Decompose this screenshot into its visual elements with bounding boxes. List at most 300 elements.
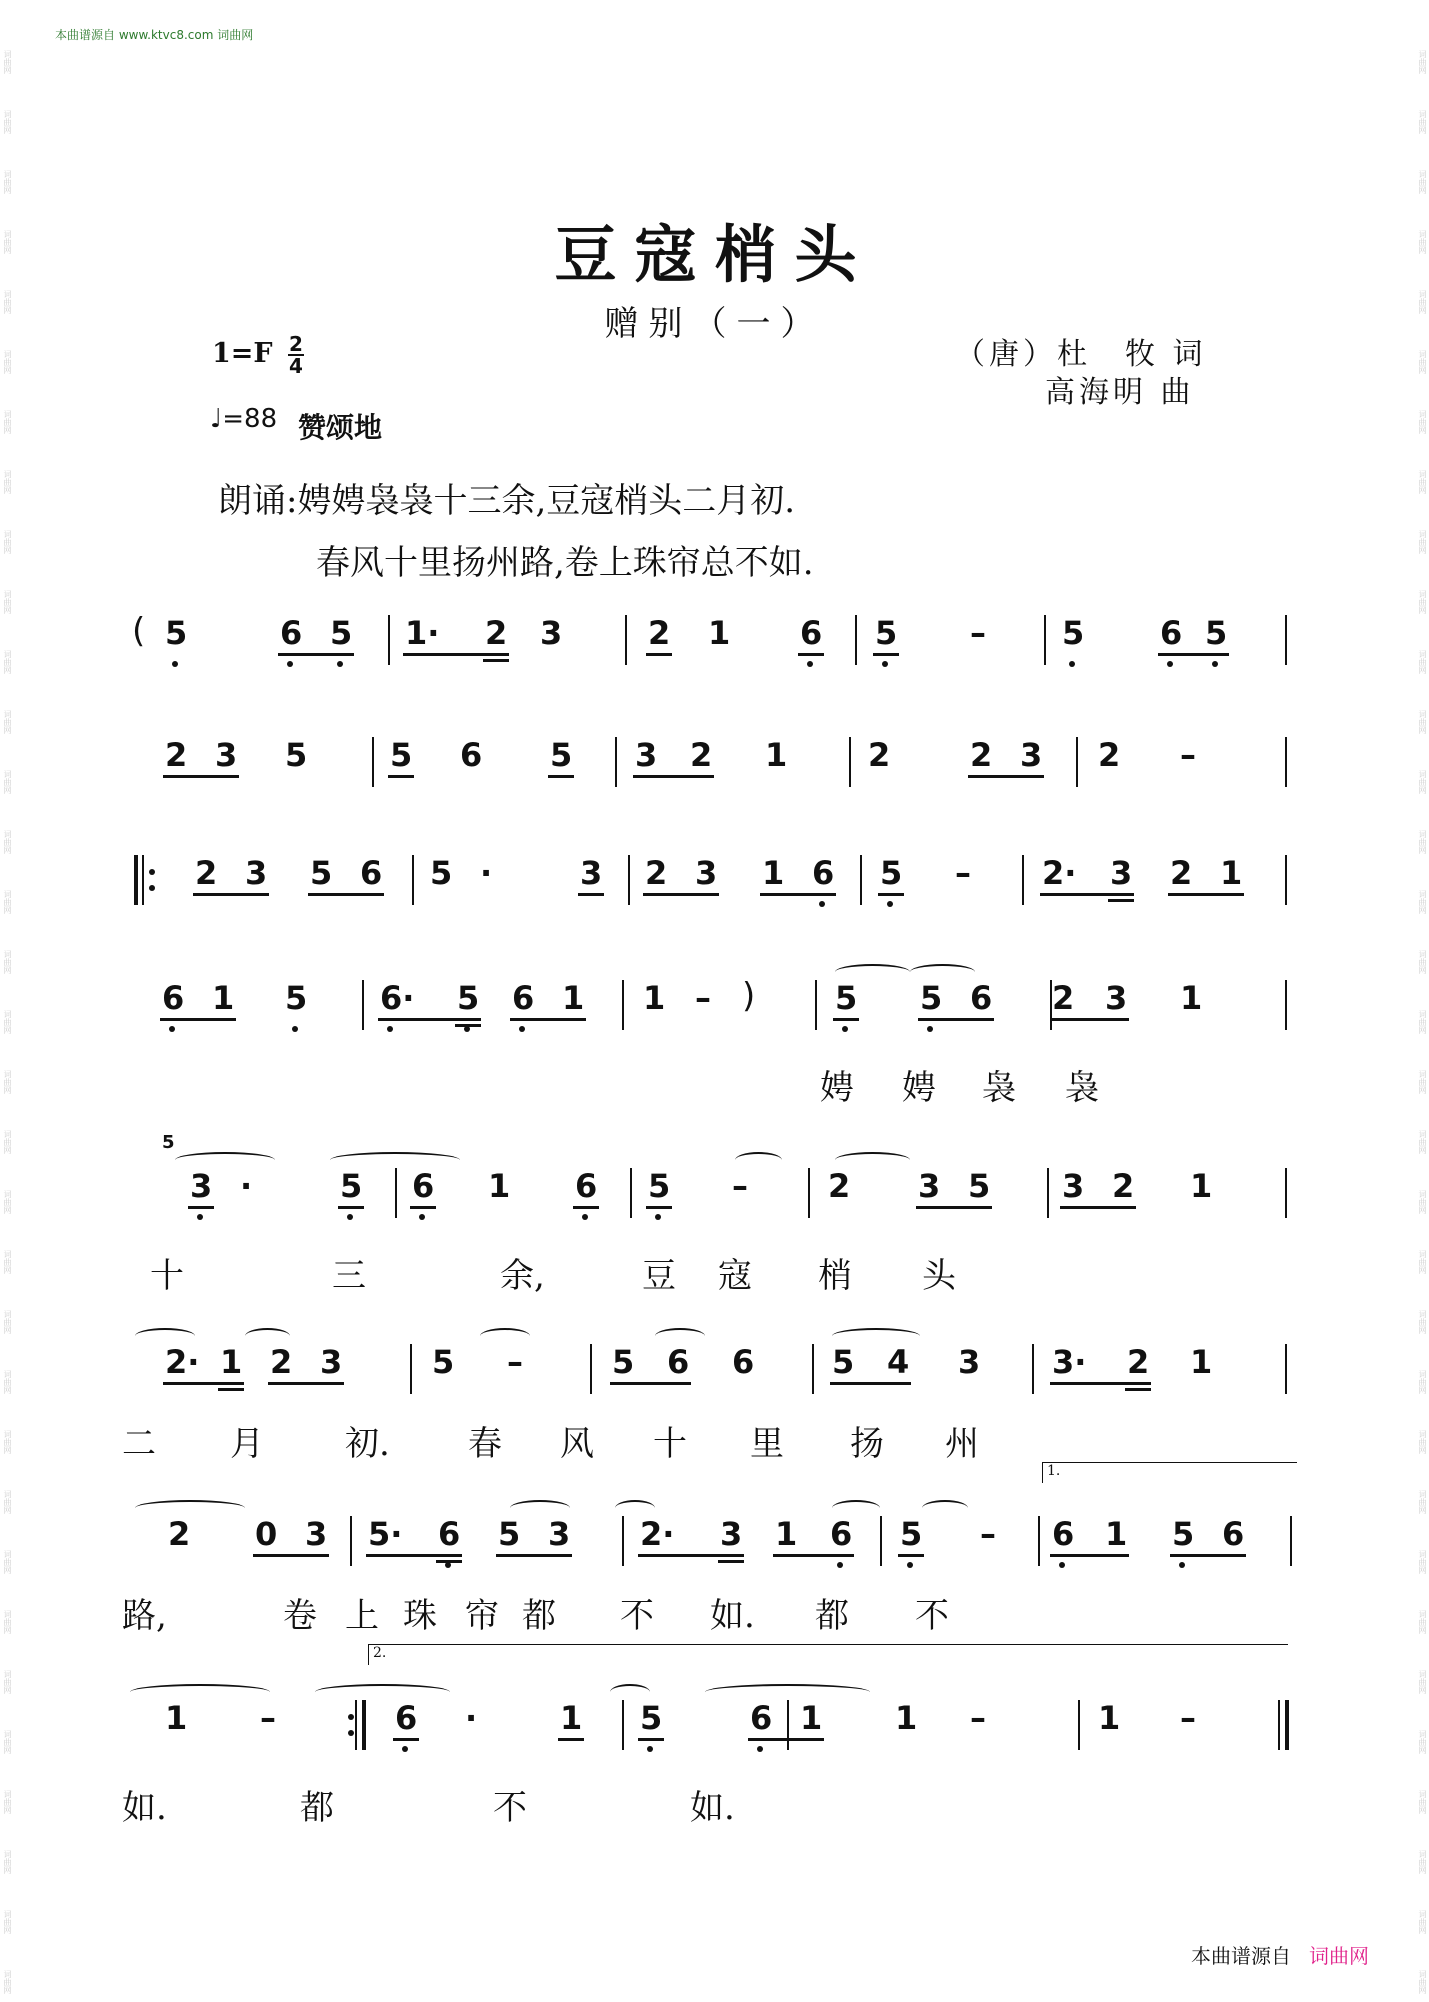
watermark-text: 词曲网 [1418, 170, 1427, 194]
watermark-text: 词曲网 [3, 890, 12, 914]
lyric: 娉 [902, 1068, 936, 1108]
song-subtitle: 赠别（一） [604, 304, 825, 344]
note: 2 [828, 1167, 851, 1205]
watermark-text: 词曲网 [3, 1490, 12, 1514]
duration-underline [578, 893, 604, 896]
watermark-text: 词曲网 [3, 1310, 12, 1334]
octave-dot-below [807, 661, 813, 667]
note: 5 [310, 854, 333, 892]
duration-underline [633, 775, 714, 778]
lyric: 都 [815, 1596, 849, 1636]
lyric: 娉 [820, 1068, 854, 1108]
watermark-text: 词曲网 [1418, 950, 1427, 974]
watermark-text: 词曲网 [3, 1010, 12, 1034]
slur [330, 1152, 460, 1168]
watermark-text: 词曲网 [3, 1550, 12, 1574]
duration-underline [1108, 899, 1134, 902]
lyric: 帘 [465, 1596, 499, 1636]
note: 5 [648, 1167, 671, 1205]
note: – [970, 614, 986, 652]
lyric: 不 [620, 1596, 654, 1636]
duration-underline [548, 775, 574, 778]
note: – [970, 1699, 986, 1737]
source-prefix: 本曲谱源自 [1191, 1944, 1291, 1968]
lyric: 余, [500, 1256, 545, 1296]
duration-underline [646, 1206, 672, 1209]
watermark-text: 词曲网 [3, 830, 12, 854]
lyric: 豆 [642, 1256, 676, 1296]
watermark-text: 词曲网 [1418, 410, 1427, 434]
lyric: 如. [122, 1788, 167, 1828]
slur [705, 1684, 870, 1700]
octave-dot-below [1069, 661, 1075, 667]
lyric: 二 [122, 1424, 156, 1464]
duration-underline [773, 1554, 854, 1557]
recitation [218, 470, 814, 594]
note: 3 [190, 1167, 213, 1205]
watermark-text: 词曲网 [1418, 1430, 1427, 1454]
duration-underline [163, 1382, 244, 1385]
note: 5 [285, 979, 308, 1017]
octave-dot-below [907, 1562, 913, 1568]
watermark-text: 词曲网 [1418, 530, 1427, 554]
note: 5 [390, 736, 413, 774]
lyric: 梢 [818, 1256, 852, 1296]
note: 1 [775, 1515, 798, 1553]
watermark-text: 词曲网 [3, 230, 12, 254]
note: 6 [280, 614, 303, 652]
score-system [150, 855, 1285, 905]
watermark-text: 词曲网 [3, 710, 12, 734]
barline [1285, 737, 1287, 787]
barline [1078, 1700, 1080, 1750]
watermark-text: 词曲网 [3, 1070, 12, 1094]
note: – [980, 1515, 996, 1553]
note: 3 [1062, 1167, 1085, 1205]
lyric: 初. [345, 1424, 390, 1464]
octave-dot-below [387, 1026, 393, 1032]
composer-credit: 高海明 曲 [1045, 375, 1195, 410]
barline [1038, 1516, 1040, 1566]
watermark-text: 词曲网 [3, 1190, 12, 1214]
barline [625, 615, 627, 665]
duration-underline [483, 659, 509, 662]
octave-dot-below [837, 1562, 843, 1568]
watermark-text: 词曲网 [3, 950, 12, 974]
lyric: 州 [945, 1424, 979, 1464]
note: 1 [1190, 1167, 1213, 1205]
note: 6 [970, 979, 993, 1017]
note: 2 [645, 854, 668, 892]
watermark-text: 词曲网 [3, 470, 12, 494]
credits [955, 336, 1207, 412]
note: 2 [1112, 1167, 1135, 1205]
barline [815, 980, 817, 1030]
octave-dot-below [882, 661, 888, 667]
barline [787, 1700, 789, 1750]
barline [395, 1168, 397, 1218]
octave-dot-below [582, 1214, 588, 1220]
lyric: 都 [300, 1788, 334, 1828]
octave-dot-below [337, 661, 343, 667]
octave-dot-below [1179, 1562, 1185, 1568]
note: 6 [812, 854, 835, 892]
note: 2 [868, 736, 891, 774]
lyric: 风 [560, 1424, 594, 1464]
note: 0 [255, 1515, 278, 1553]
note: 1 [800, 1699, 823, 1737]
lyric: 春 [468, 1424, 502, 1464]
repeat-start-bar [134, 855, 138, 905]
slur [735, 1152, 782, 1168]
slur [835, 964, 910, 980]
note: 5· [368, 1515, 403, 1553]
watermark-text: 词曲网 [1418, 110, 1427, 134]
barline [1285, 980, 1287, 1030]
barline [362, 980, 364, 1030]
barline [1285, 1344, 1287, 1394]
note: 6 [1160, 614, 1183, 652]
note: 6 [412, 1167, 435, 1205]
note: 5 [920, 979, 943, 1017]
note: 1 [488, 1167, 511, 1205]
duration-underline [898, 1554, 924, 1557]
note: 3 [1110, 854, 1133, 892]
duration-underline [193, 893, 269, 896]
barline [849, 737, 851, 787]
note: 3 [548, 1515, 571, 1553]
note: 6 [732, 1343, 755, 1381]
lyric: 卷 [283, 1596, 317, 1636]
duration-underline [1060, 1206, 1136, 1209]
duration-underline [643, 893, 719, 896]
watermark-text: 词曲网 [1418, 1910, 1427, 1934]
watermark-text: 词曲网 [1418, 1670, 1427, 1694]
duration-underline [366, 1554, 462, 1557]
watermark-text: 词曲网 [3, 650, 12, 674]
barline [355, 1700, 357, 1750]
note: 6 [162, 979, 185, 1017]
duration-underline [268, 1382, 344, 1385]
final-thin-bar [1278, 1700, 1280, 1750]
note: 3 [958, 1343, 981, 1381]
barline [880, 1516, 882, 1566]
barline [630, 1168, 632, 1218]
watermark-text: 词曲网 [1418, 1790, 1427, 1814]
duration-underline [646, 653, 672, 656]
watermark-text: 词曲网 [1418, 1610, 1427, 1634]
note: 1· [405, 614, 440, 652]
octave-dot-below [1167, 661, 1173, 667]
watermark-text: 词曲网 [3, 590, 12, 614]
note: 5 [340, 1167, 363, 1205]
watermark-text: 词曲网 [3, 1130, 12, 1154]
watermark-text: 词曲网 [3, 290, 12, 314]
slur [510, 1500, 570, 1516]
duration-underline [1050, 1018, 1129, 1021]
note: 3 [635, 736, 658, 774]
slur [175, 1152, 275, 1168]
barline [410, 1344, 412, 1394]
duration-underline [968, 775, 1044, 778]
note: 6 [438, 1515, 461, 1553]
watermark-text: 词曲网 [1418, 1730, 1427, 1754]
duration-underline [1158, 653, 1229, 656]
watermark-text: 词曲网 [3, 410, 12, 434]
note: – [507, 1343, 523, 1381]
watermark-text: 词曲网 [3, 1610, 12, 1634]
slur [135, 1328, 195, 1344]
slur [835, 1152, 910, 1168]
octave-dot-below [757, 1746, 763, 1752]
score-system [122, 1343, 1285, 1464]
recitation-line-1: 朗诵:娉娉袅袅十三余,豆寇梢头二月初. [218, 481, 796, 521]
octave-dot-below [655, 1214, 661, 1220]
barline [808, 1168, 810, 1218]
note: 6 [1052, 1515, 1075, 1553]
lyric: 扬 [850, 1424, 884, 1464]
watermark-text: 词曲网 [3, 1370, 12, 1394]
slur [480, 1328, 530, 1344]
note: 5 [165, 614, 188, 652]
note: 4 [887, 1343, 910, 1381]
watermark-text: 词曲网 [3, 110, 12, 134]
watermark-text: 词曲网 [1418, 1490, 1427, 1514]
song-title: 豆寇梢头 [554, 218, 875, 291]
duration-underline [388, 775, 414, 778]
watermark-text: 词曲网 [3, 1430, 12, 1454]
note: 5 [968, 1167, 991, 1205]
note: 2 [690, 736, 713, 774]
note: 1 [165, 1699, 188, 1737]
note: 2· [640, 1515, 675, 1553]
watermark-text: 词曲网 [3, 770, 12, 794]
watermark-text: 词曲网 [1418, 1370, 1427, 1394]
note: 2 [270, 1343, 293, 1381]
note: 6 [575, 1167, 598, 1205]
octave-dot-below [172, 661, 178, 667]
note: – [1180, 736, 1196, 774]
note: 3 [580, 854, 603, 892]
duration-underline [278, 653, 354, 656]
note: – [1180, 1699, 1196, 1737]
watermark-text: 词曲网 [3, 1910, 12, 1934]
note: 1 [1105, 1515, 1128, 1553]
note: 5 [457, 979, 480, 1017]
note: 1 [765, 736, 788, 774]
barline [372, 737, 374, 787]
close-parenthesis: ) [742, 976, 756, 1016]
lyric: 不 [493, 1788, 527, 1828]
lyric: 上 [345, 1596, 379, 1636]
note: 6 [395, 1699, 418, 1737]
note: 2 [165, 736, 188, 774]
watermark-text: 词曲网 [1418, 1970, 1427, 1994]
score-system [150, 737, 1285, 787]
watermark-text: 词曲网 [1418, 470, 1427, 494]
time-signature-top: 2 [289, 332, 303, 356]
note: 5 [285, 736, 308, 774]
note: 2 [195, 854, 218, 892]
note: 3 [305, 1515, 328, 1553]
note: 1 [895, 1699, 918, 1737]
slur [655, 1328, 705, 1344]
watermark-text: 词曲网 [1418, 1070, 1427, 1094]
note: 5 [1205, 614, 1228, 652]
watermark-text: 词曲网 [3, 170, 12, 194]
note: 3 [215, 736, 238, 774]
duration-underline [378, 1018, 481, 1021]
note: 5 [550, 736, 573, 774]
duration-underline [160, 1018, 236, 1021]
lyric: 都 [522, 1596, 556, 1636]
note: – [955, 854, 971, 892]
time-signature-bottom: 4 [289, 354, 303, 378]
source-link-top[interactable]: 本曲谱源自 www.ktvc8.com 词曲网 [55, 28, 254, 42]
watermark-text: 词曲网 [1418, 830, 1427, 854]
watermark-text: 词曲网 [3, 1790, 12, 1814]
note: 2 [1098, 736, 1121, 774]
note: – [695, 979, 711, 1017]
note: 1 [212, 979, 235, 1017]
duration-underline [1040, 893, 1134, 896]
recitation-line-2: 春风十里扬州路,卷上珠帘总不如. [316, 543, 814, 583]
note: 3 [695, 854, 718, 892]
barline [1285, 855, 1287, 905]
lyric: 十 [653, 1424, 687, 1464]
note: 6 [512, 979, 535, 1017]
barline [412, 855, 414, 905]
slur [610, 1684, 650, 1700]
expression-marking: 赞颂地 [298, 411, 383, 444]
note: · [480, 854, 493, 892]
note: 2 [648, 614, 671, 652]
note: 5 [900, 1515, 923, 1553]
octave-dot-below [1212, 661, 1218, 667]
note: 2· [1042, 854, 1077, 892]
note: 2 [1052, 979, 1075, 1017]
note: 3 [245, 854, 268, 892]
lyric: 寇 [718, 1256, 752, 1296]
duration-underline [558, 1738, 584, 1741]
octave-dot-below [169, 1026, 175, 1032]
note: 6 [800, 614, 823, 652]
barline [622, 1516, 624, 1566]
note: 5 [612, 1343, 635, 1381]
watermark-text: 词曲网 [1418, 50, 1427, 74]
watermark-text: 词曲网 [1418, 1310, 1427, 1334]
repeat-start-thin-bar [142, 855, 144, 905]
barline [1022, 855, 1024, 905]
octave-dot-below [842, 1026, 848, 1032]
duration-underline [830, 1382, 911, 1385]
source-site-link[interactable]: 词曲网 [1309, 1944, 1369, 1968]
duration-underline [163, 775, 239, 778]
note: 2 [1127, 1343, 1150, 1381]
barline [350, 1516, 352, 1566]
note: 5 [832, 1343, 855, 1381]
duration-underline [338, 1206, 364, 1209]
source-credit-bottom [1191, 1940, 1369, 1969]
note: 3 [540, 614, 563, 652]
watermark-text: 词曲网 [3, 1730, 12, 1754]
slur [135, 1500, 245, 1516]
note: 5 [1172, 1515, 1195, 1553]
duration-underline [436, 1560, 462, 1563]
note: 1 [1180, 979, 1203, 1017]
lyric: 珠 [403, 1596, 437, 1636]
note: 3 [1020, 736, 1043, 774]
slur [922, 1500, 968, 1516]
duration-underline [403, 653, 509, 656]
duration-underline [188, 1206, 214, 1209]
lyric: 如. [710, 1596, 755, 1636]
note: 2 [485, 614, 508, 652]
barline [1285, 1168, 1287, 1218]
octave-dot-below [927, 1026, 933, 1032]
octave-dot-below [402, 1746, 408, 1752]
lyricist-credit: （唐）杜 牧 词 [955, 337, 1207, 372]
watermark-text: 词曲网 [1418, 770, 1427, 794]
note: 5 [330, 614, 353, 652]
duration-underline [1125, 1388, 1151, 1391]
lyric: 如. [690, 1788, 735, 1828]
note: 6 [667, 1343, 690, 1381]
lyric: 三 [332, 1256, 366, 1296]
note: 1 [1098, 1699, 1121, 1737]
watermark-text: 词曲网 [1418, 290, 1427, 314]
duration-underline [253, 1554, 329, 1557]
barline [812, 1344, 814, 1394]
watermark-text: 词曲网 [3, 50, 12, 74]
tempo-marking: ♩=88 [210, 404, 278, 434]
watermark-text: 词曲网 [1418, 1250, 1427, 1274]
lyric: 十 [150, 1256, 184, 1296]
note: 1 [220, 1343, 243, 1381]
note: 6· [380, 979, 415, 1017]
barline [615, 737, 617, 787]
repeat-start-dots [149, 855, 155, 905]
duration-underline [916, 1206, 992, 1209]
note: 1 [708, 614, 731, 652]
note: 3· [1052, 1343, 1087, 1381]
barline [628, 855, 630, 905]
watermark-text: 词曲网 [1418, 1550, 1427, 1574]
volta-first-ending: 1. [1042, 1462, 1297, 1483]
duration-underline [798, 653, 824, 656]
note: 5 [498, 1515, 521, 1553]
duration-underline [308, 893, 384, 896]
score-system [150, 976, 1285, 1108]
score-system [122, 1463, 1285, 1636]
watermark-text: 词曲网 [3, 1250, 12, 1274]
time-signature [288, 334, 304, 376]
repeat-end-dots [348, 1700, 354, 1750]
score-system [122, 1645, 1285, 1828]
duration-underline [760, 893, 836, 896]
barline [1044, 615, 1046, 665]
barline [388, 615, 390, 665]
duration-underline [218, 1388, 244, 1391]
lyric: 袅 [982, 1068, 1016, 1108]
duration-underline [496, 1554, 572, 1557]
slur [832, 1328, 920, 1344]
watermark-text: 词曲网 [3, 530, 12, 554]
note: 6 [460, 736, 483, 774]
barline [622, 1700, 624, 1750]
duration-underline [1050, 1554, 1129, 1557]
slur [130, 1684, 270, 1700]
